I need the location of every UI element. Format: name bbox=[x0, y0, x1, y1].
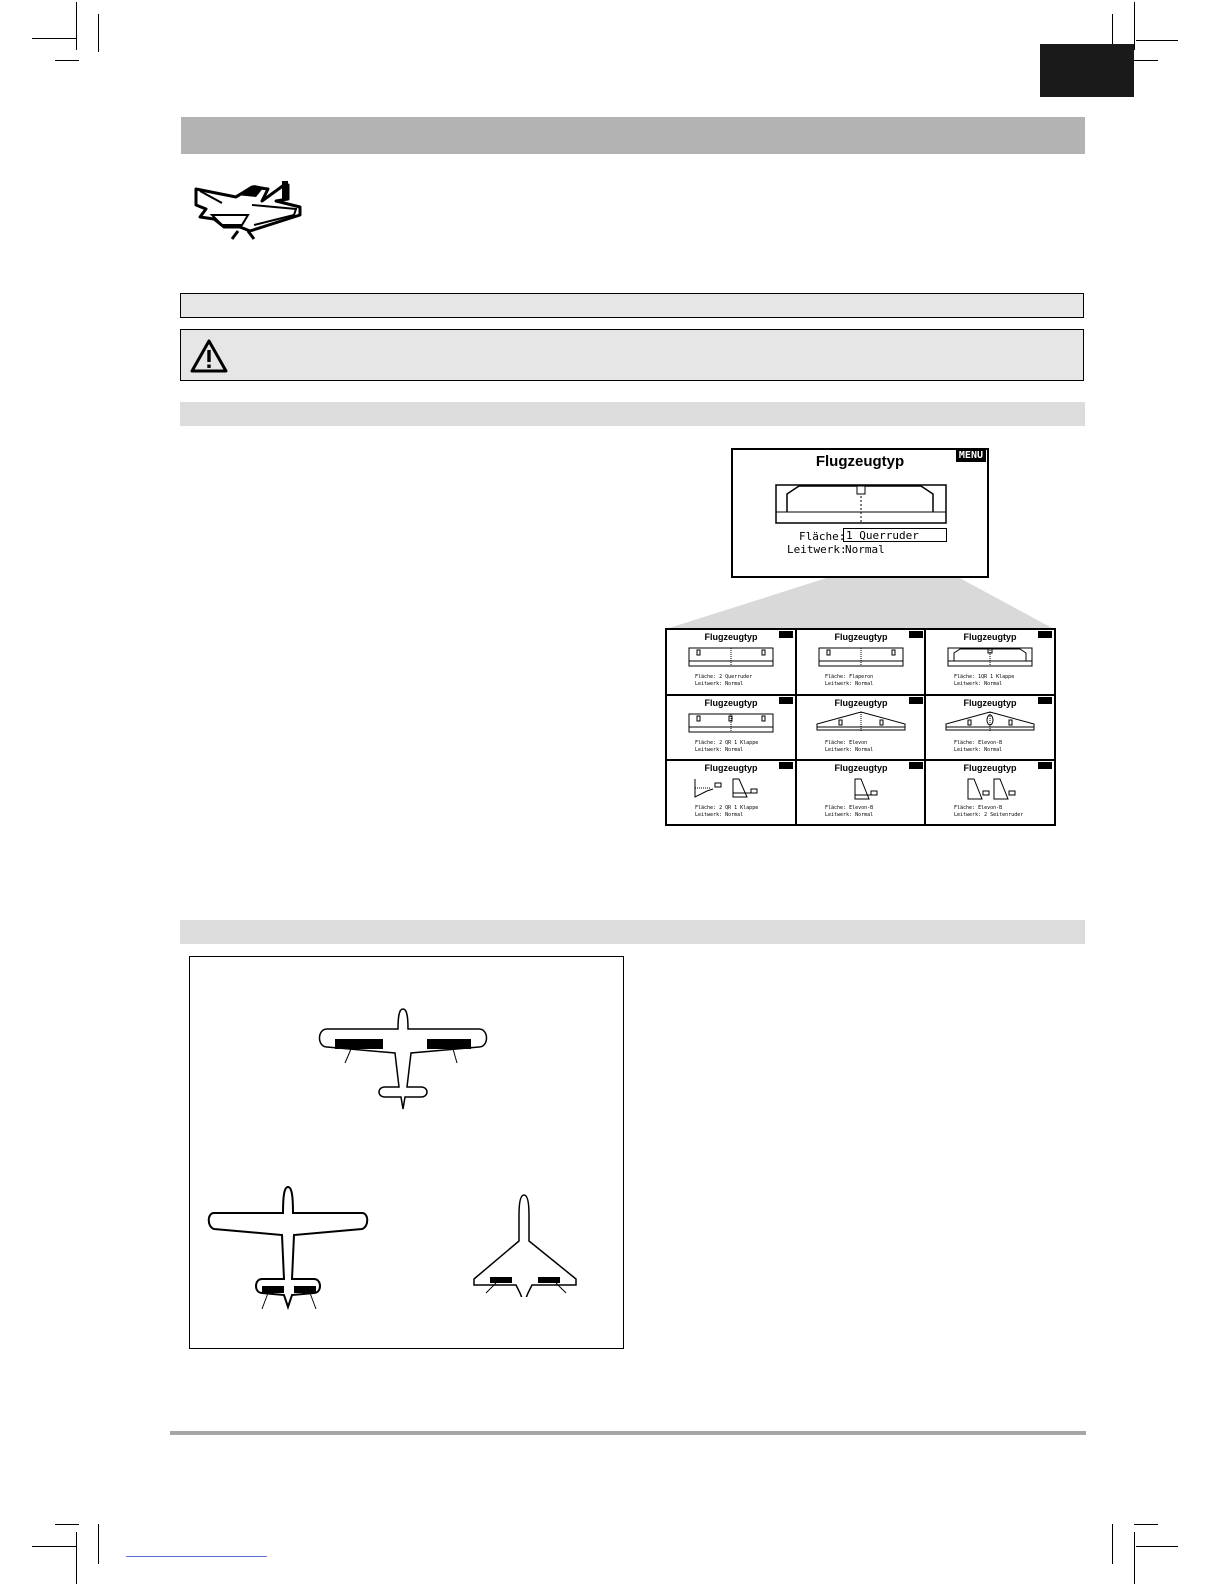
wing-value[interactable]: 1 Querruder bbox=[843, 528, 947, 542]
section-bar bbox=[180, 920, 1085, 944]
airplane-icon bbox=[192, 175, 304, 241]
thumbnail-v-tail: Flugzeugtyp Fläche: 2 QR 1 Klappe Leitwerk: Normal bbox=[667, 761, 795, 825]
warning-box bbox=[180, 329, 1084, 381]
footer-rule bbox=[170, 1431, 1086, 1435]
screen-title: Flugzeugtyp bbox=[815, 453, 905, 470]
crop-mark bbox=[1134, 1532, 1135, 1584]
lcd-screen bbox=[731, 448, 989, 578]
tail-value: Normal bbox=[845, 543, 885, 556]
thumbnail-grid bbox=[665, 628, 1056, 826]
thumbnail-flaperon: Flugzeugtyp Fläche: Flaperon Leitwerk: Normal bbox=[797, 630, 925, 694]
crop-mark bbox=[1134, 1524, 1158, 1525]
crop-mark bbox=[1136, 1546, 1178, 1547]
thumbnail-elevon: Flugzeugtyp Fläche: Elevon Leitwerk: Normal bbox=[797, 696, 925, 760]
header-bar bbox=[181, 117, 1085, 154]
crop-mark bbox=[1136, 40, 1178, 41]
airplane-elevators-diagram bbox=[206, 1185, 370, 1317]
delta-wing-diagram bbox=[470, 1191, 582, 1297]
crop-mark bbox=[98, 14, 99, 52]
crop-mark bbox=[32, 38, 76, 39]
thumbnail-2-seitenruder: Flugzeugtyp Fläche: Elevon-B Leitwerk: 2 Seitenruder bbox=[926, 761, 1054, 825]
warning-triangle-icon bbox=[189, 338, 229, 374]
thumbnail-normal-tail: Flugzeugtyp Fläche: Elevon-B Leitwerk: Normal bbox=[797, 761, 925, 825]
crop-mark bbox=[1134, 2, 1135, 50]
page-tab bbox=[1040, 44, 1134, 97]
thumbnail-elevon-b: Flugzeugtyp Fläche: Elevon-B Leitwerk: Normal bbox=[926, 696, 1054, 760]
crop-mark bbox=[1112, 1524, 1113, 1564]
wing-label: Fläche: bbox=[799, 530, 846, 543]
control-surfaces-figure bbox=[189, 956, 624, 1349]
crop-mark bbox=[55, 60, 79, 61]
link-underline bbox=[126, 1556, 267, 1557]
crop-mark bbox=[98, 1524, 99, 1564]
crop-mark bbox=[76, 1532, 77, 1584]
crop-mark bbox=[1134, 60, 1158, 61]
thumbnail-2-querruder: Flugzeugtyp Fläche: 2 Querruder Leitwerk: Normal bbox=[667, 630, 795, 694]
crop-mark bbox=[55, 1524, 79, 1525]
crop-mark bbox=[32, 1546, 76, 1547]
thumbnail-2qr-1-klappe: Flugzeugtyp Fläche: 2 QR 1 Klappe Leitwerk: Normal bbox=[667, 696, 795, 760]
tail-label: Leitwerk: bbox=[787, 543, 847, 556]
notice-bar bbox=[180, 293, 1084, 318]
thumbnail-1qr-1-klappe: Flugzeugtyp Fläche: 1QR 1 Klappe Leitwerk: Normal bbox=[926, 630, 1054, 694]
wing-diagram bbox=[775, 484, 947, 524]
section-bar bbox=[180, 402, 1085, 426]
crop-mark bbox=[76, 2, 77, 50]
airplane-ailerons-diagram bbox=[315, 1007, 491, 1111]
zoom-funnel bbox=[664, 575, 1058, 631]
menu-label[interactable]: MENU bbox=[956, 450, 986, 462]
